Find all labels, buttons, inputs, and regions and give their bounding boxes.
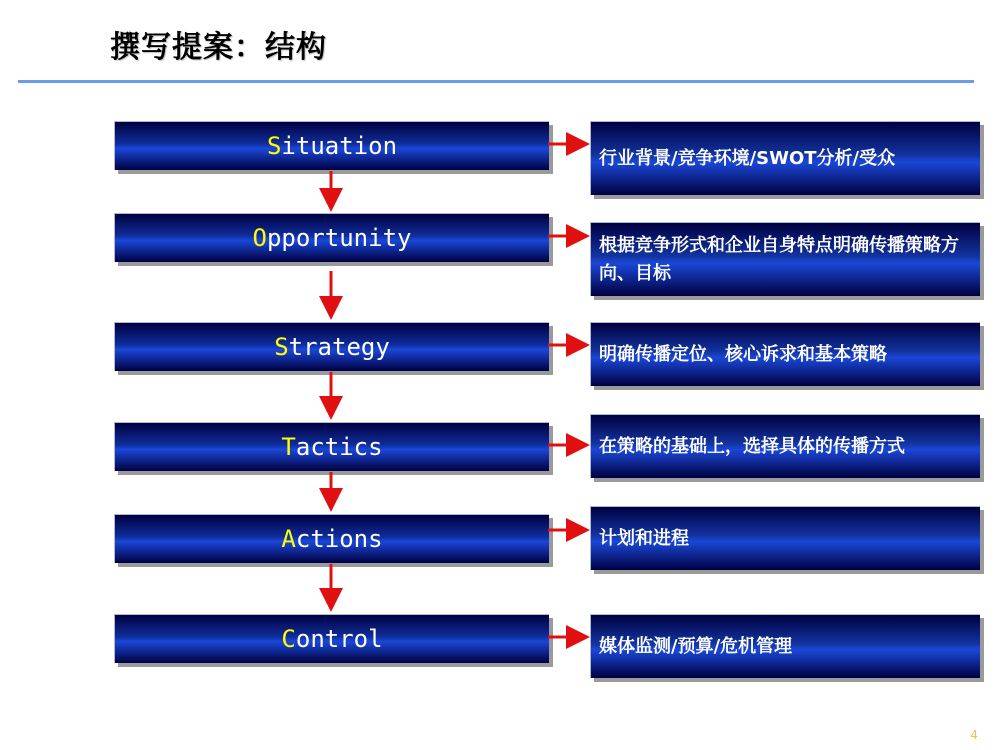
description-text: 根据竞争形式和企业自身特点明确传播策略方向、目标 xyxy=(599,234,959,284)
stage-label: pportunity xyxy=(266,224,412,252)
description-text: 明确传播定位、核心诉求和基本策略 xyxy=(599,343,887,365)
stage-label: trategy xyxy=(288,333,390,361)
page-number: 4 xyxy=(970,728,978,742)
stage-label: ituation xyxy=(281,132,398,160)
stage-label: ctions xyxy=(295,525,383,553)
stage-initial: S xyxy=(266,132,282,160)
description-text: 媒体监测/预算/危机管理 xyxy=(599,635,793,657)
stage-label: actics xyxy=(295,433,383,461)
slide-title: 撰写提案：结构 xyxy=(110,30,327,65)
description-text: 行业背景/竞争环境/SWOT分析/受众 xyxy=(599,147,896,169)
description-text: 在策略的基础上，选择具体的传播方式 xyxy=(599,435,905,457)
stage-initial: A xyxy=(281,525,296,553)
description-text: 计划和进程 xyxy=(599,527,689,549)
stage-initial: S xyxy=(274,333,289,361)
stage-initial: T xyxy=(281,433,296,461)
stage-initial: C xyxy=(281,625,296,653)
stage-label: ontrol xyxy=(295,625,383,653)
stage-initial: O xyxy=(252,224,267,252)
